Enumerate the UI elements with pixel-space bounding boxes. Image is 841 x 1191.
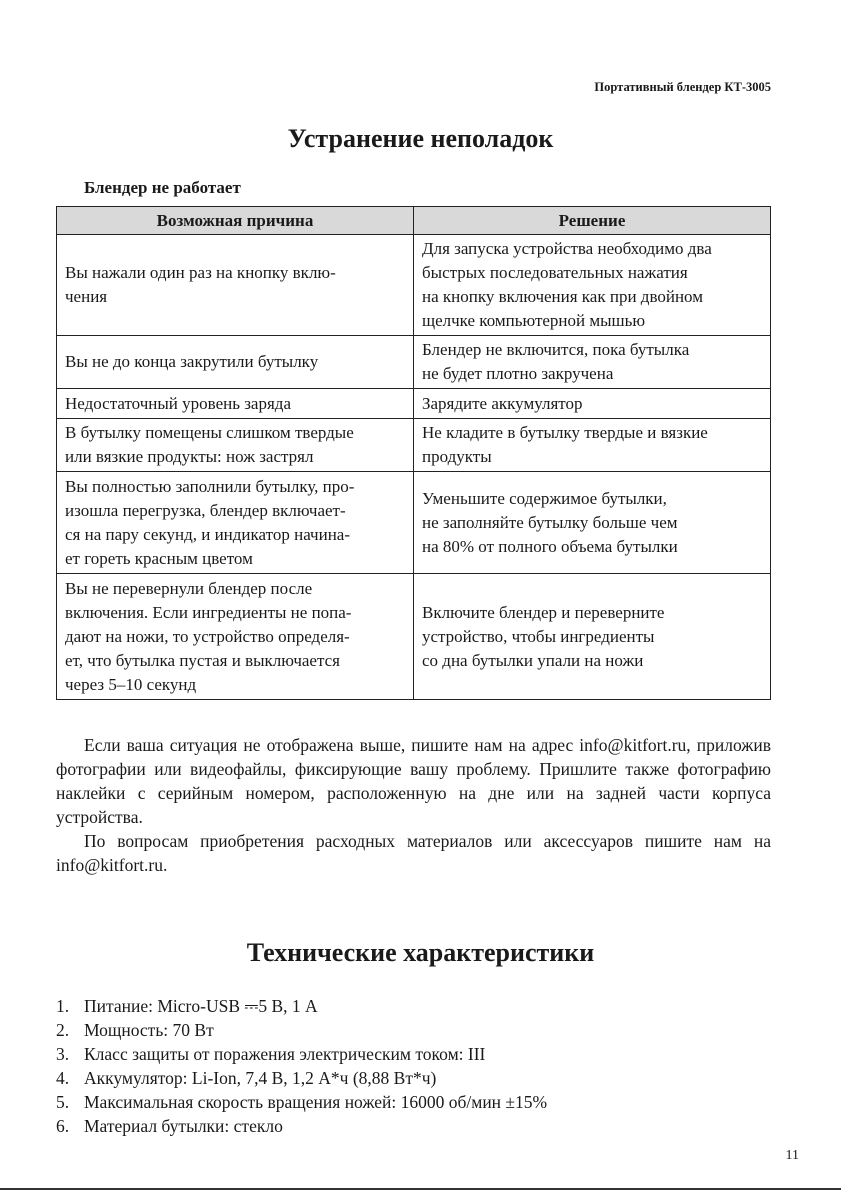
specs-list xyxy=(56,994,547,1138)
table-row xyxy=(57,389,771,419)
troubleshooting-table xyxy=(56,206,771,700)
cause-cell: Вы нажали один раз на кнопку вклю- чения xyxy=(57,235,414,336)
list-item: 1. Питание: Micro-USB ⎓5 В, 1 А xyxy=(56,996,318,1016)
subsection-title: Блендер не работает xyxy=(84,178,241,197)
solution-cell: Не кладите в бутылку твердые и вязкие продукты xyxy=(414,419,771,472)
table-row xyxy=(57,235,771,336)
table-row xyxy=(57,574,771,700)
solution-cell: Включите блендер и переверните устройство, чтобы ингредиенты со дна бутылки упали на ножи xyxy=(414,574,771,700)
list-item: 3. Класс защиты от поражения электрическим током: III xyxy=(56,1044,486,1064)
table-row xyxy=(57,336,771,389)
cause-cell: Вы полностью заполнили бутылку, про- изошла перегрузка, блендер включает- ся на пару секунд, и индикатор начина- ет гореть красным цветом xyxy=(57,472,414,574)
solution-cell: Зарядите аккумулятор xyxy=(414,389,771,419)
list-item: 6. Материал бутылки: стекло xyxy=(56,1116,283,1136)
cause-cell: В бутылку помещены слишком твердые или вязкие продукты: нож застрял xyxy=(57,419,414,472)
table-row xyxy=(57,472,771,574)
bottom-rule xyxy=(0,1188,841,1190)
page-number: 11 xyxy=(785,1148,799,1163)
solution-cell: Блендер не включится, пока бутылка не будет плотно закручена xyxy=(414,336,771,389)
contact-paragraph: Если ваша ситуация не отображена выше, пишите нам на адрес info@kitfort.ru, приложив фотографии или видеофайлы, фиксирующие вашу проблему. Пришлите также фотографию наклейки с серийным номером, расположенную на дне или на задней части корпуса устройства. xyxy=(56,735,771,827)
troubleshooting-title: Устранение неполадок xyxy=(287,124,554,153)
solution-cell: Уменьшите содержимое бутылки, не заполняйте бутылку больше чем на 80% от полного объема бутылки xyxy=(414,472,771,574)
cause-cell: Недостаточный уровень заряда xyxy=(57,389,414,419)
cause-cell: Вы не до конца закрутили бутылку xyxy=(57,336,414,389)
running-header: Портативный блендер КТ-3005 xyxy=(594,80,771,94)
column-header-solution: Решение xyxy=(414,207,771,235)
solution-cell: Для запуска устройства необходимо два быстрых последовательных нажатия на кнопку включения как при двойном щелчке компьютерной мышью xyxy=(414,235,771,336)
cause-cell: Вы не перевернули блендер после включения. Если ингредиенты не попа- дают на ножи, то устройство определя- ет, что бутылка пустая и выключается через 5–10 секунд xyxy=(57,574,414,700)
list-item: 5. Максимальная скорость вращения ножей: 16000 об/мин ±15% xyxy=(56,1092,548,1112)
list-item: 4. Аккумулятор: Li-Ion, 7,4 В, 1,2 А*ч (8,88 Вт*ч) xyxy=(56,1068,437,1088)
accessories-paragraph: По вопросам приобретения расходных материалов или аксессуаров пишите нам на info@kitfort.ru. xyxy=(56,831,771,875)
list-item: 2. Мощность: 70 Вт xyxy=(56,1020,214,1040)
column-header-cause: Возможная причина xyxy=(57,207,414,235)
specs-title: Технические характеристики xyxy=(246,938,595,967)
table-header-row xyxy=(57,207,771,235)
table-row xyxy=(57,419,771,472)
